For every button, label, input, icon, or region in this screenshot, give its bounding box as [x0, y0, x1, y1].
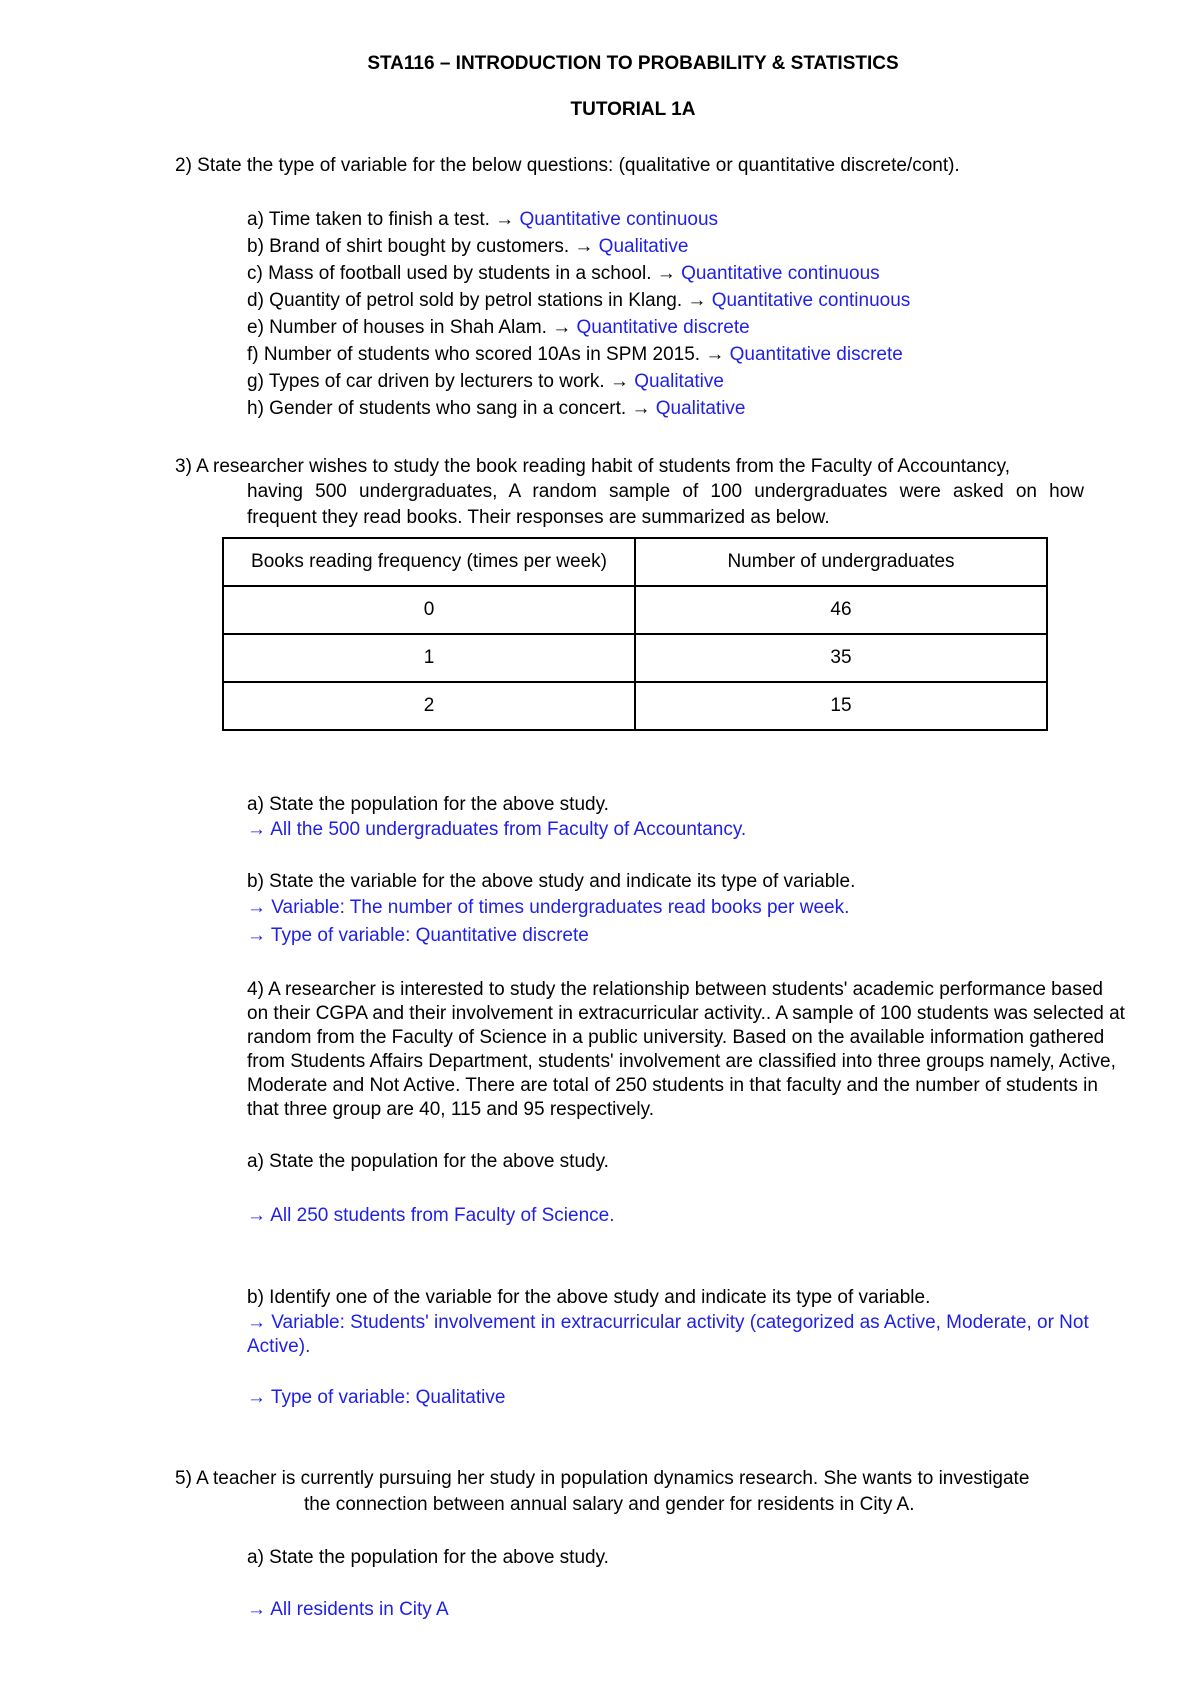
- table-cell: 1: [223, 634, 635, 682]
- q2-item: a) Time taken to finish a test. → Quantitative continuous: [247, 209, 719, 230]
- q3-intro-line1: 3) A researcher wishes to study the book reading habit of students from the Faculty of Accountancy,: [175, 456, 1011, 477]
- table-row: [223, 682, 1047, 730]
- table-row: [223, 586, 1047, 634]
- tutorial-title: TUTORIAL 1A: [570, 99, 696, 120]
- q2-item: b) Brand of shirt bought by customers. → Qualitative: [247, 236, 689, 257]
- table-header-cell: Number of undergraduates: [635, 538, 1047, 586]
- q4-paragraph-line: from Students Affairs Department, students' involvement are classified into three groups namely, Active,: [247, 1051, 1116, 1072]
- q4-paragraph-line: on their CGPA and their involvement in extracurricular activity.. A sample of 100 students was selected at: [247, 1003, 1125, 1024]
- table-cell: 15: [635, 682, 1047, 730]
- q3b-question: b) State the variable for the above study and indicate its type of variable.: [247, 871, 856, 892]
- table-cell: 46: [635, 586, 1047, 634]
- table-cell: 35: [635, 634, 1047, 682]
- q3-intro-line2: having 500 undergraduates, A random sample of 100 undergraduates were asked on how: [247, 481, 1084, 502]
- q5-intro-line1: 5) A teacher is currently pursuing her study in population dynamics research. She wants to investigate: [175, 1468, 1030, 1489]
- q3b-answer-variable: → Variable: The number of times undergraduates read books per week.: [247, 897, 850, 918]
- table-header-cell: Books reading frequency (times per week): [223, 538, 635, 586]
- table-cell: 2: [223, 682, 635, 730]
- q2-prompt: 2) State the type of variable for the below questions: (qualitative or quantitative discrete/cont).: [175, 155, 960, 176]
- q3a-answer: → All the 500 undergraduates from Faculty of Accountancy.: [247, 819, 747, 840]
- q5a-question: a) State the population for the above study.: [247, 1547, 609, 1568]
- q2-item: h) Gender of students who sang in a concert. → Qualitative: [247, 398, 746, 419]
- q4-paragraph-line: 4) A researcher is interested to study the relationship between students' academic performance based: [247, 979, 1103, 1000]
- q5a-answer: → All residents in City A: [247, 1599, 449, 1620]
- table-cell: 0: [223, 586, 635, 634]
- q4-paragraph-line: that three group are 40, 115 and 95 respectively.: [247, 1099, 655, 1120]
- q3a-question: a) State the population for the above study.: [247, 794, 609, 815]
- q4-paragraph-line: random from the Faculty of Science in a public university. Based on the available information gathered: [247, 1027, 1105, 1048]
- q2-item: c) Mass of football used by students in a school. → Quantitative continuous: [247, 263, 880, 284]
- course-title: STA116 – INTRODUCTION TO PROBABILITY & STATISTICS: [367, 53, 899, 74]
- q3-intro-line3: frequent they read books. Their responses are summarized as below.: [247, 507, 830, 528]
- q2-item: g) Types of car driven by lecturers to work. → Qualitative: [247, 371, 724, 392]
- q4b-answer-variable: → Variable: Students' involvement in extracurricular activity (categorized as Active, Moderate, or Not: [247, 1312, 1089, 1333]
- q2-item: d) Quantity of petrol sold by petrol stations in Klang. → Quantitative continuous: [247, 290, 911, 311]
- frequency-table: [222, 537, 1048, 731]
- q4a-question: a) State the population for the above study.: [247, 1151, 609, 1172]
- table-header-row: [223, 538, 1047, 586]
- table-row: [223, 634, 1047, 682]
- q2-item: e) Number of houses in Shah Alam. → Quantitative discrete: [247, 317, 750, 338]
- q4b-question: b) Identify one of the variable for the above study and indicate its type of variable.: [247, 1287, 931, 1308]
- q4b-answer-type: → Type of variable: Qualitative: [247, 1387, 506, 1408]
- q4-paragraph-line: Moderate and Not Active. There are total of 250 students in that faculty and the number of students in: [247, 1075, 1098, 1096]
- q4b-answer-variable-cont: Active).: [247, 1336, 311, 1357]
- q3b-answer-type: → Type of variable: Quantitative discrete: [247, 925, 589, 946]
- q2-item: f) Number of students who scored 10As in SPM 2015. → Quantitative discrete: [247, 344, 903, 365]
- q4a-answer: → All 250 students from Faculty of Science.: [247, 1205, 615, 1226]
- q5-intro-line2: the connection between annual salary and gender for residents in City A.: [304, 1494, 915, 1515]
